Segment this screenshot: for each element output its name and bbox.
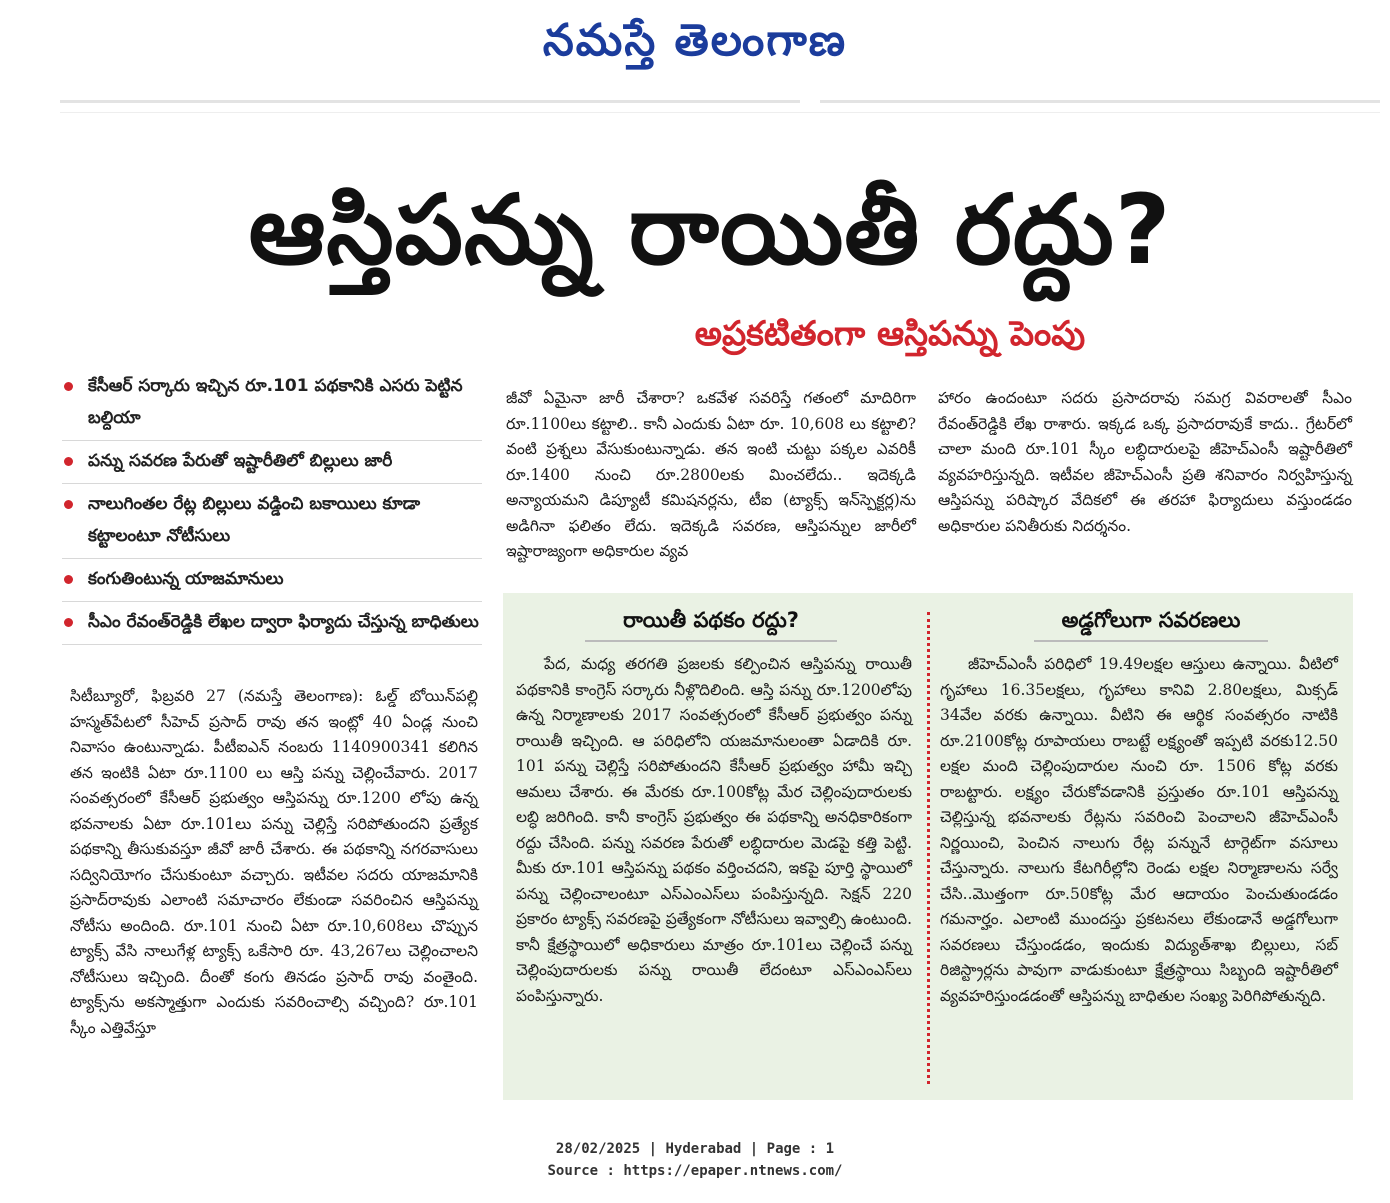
- box-heading-right: అడ్డగోలుగా సవరణలు: [1034, 600, 1268, 642]
- bullet-icon: [64, 500, 73, 509]
- page-footer-source: Source : https://epaper.ntnews.com/: [547, 1163, 843, 1179]
- box-column-right: [940, 652, 1338, 1009]
- highlight-item: [62, 559, 482, 602]
- bullet-icon: [64, 575, 73, 584]
- bullet-icon: [64, 457, 73, 466]
- highlight-text: కేసీఆర్ సర్కారు ఇచ్చిన రూ.101 పథకానికి ఎసరు పెట్టిన బల్దియా: [88, 376, 463, 428]
- page-footer-date: 28/02/2025 | Hyderabad | Page : 1: [555, 1141, 835, 1157]
- highlight-text: కంగుతింటున్న యాజమానులు: [88, 569, 284, 589]
- highlight-item: [62, 602, 482, 645]
- highlight-text: పన్ను సవరణ పేరుతో ఇష్టారీతిలో బిల్లులు జారీ: [88, 451, 393, 471]
- masthead-rule: [60, 112, 1380, 113]
- highlight-item: [62, 484, 482, 559]
- article-paragraph: హారం ఉందంటూ సదరు ప్రసాదరావు సమగ్ర వివరాలతో సీఎం రేవంత్‌రెడ్డికి లేఖ రాశారు. ఇక్కడ ఒక్క ప్రసాదరావుకే కాదు.. గ్రేటర్‌లో చాలా మంది రూ.101 స్కీం లబ్ధిదారులపై జీహెచ్ఎంసీ ఇష్టారీతిలో వ్యవహరిస్తున్నది. ఇటీవల జీహెచ్ఎంసీ ప్రతి శనివారం నిర్వహిస్తున్న ఆస్తిపన్ను పరిష్కార వేదికలో ఈ తరహా ఫిర్యాదులు వస్తుండడం అధికారుల పనితీరుకు నిదర్శనం.: [938, 389, 1352, 535]
- box-divider: [927, 612, 930, 1084]
- masthead-rule: [820, 100, 1380, 103]
- box-paragraph: జీహెచ్ఎంసీ పరిధిలో 19.49లక్షల ఆస్తులు ఉన్నాయి. వీటిలో గృహాలు 16.35లక్షలు, గృహాలు కానివి 2.80లక్షలు, మిక్సడ్ 34వేల వరకు ఉన్నాయి. వీటిని ఈ ఆర్థిక సంవత్సరం నాటికి రూ.2100కోట్ల రూపాయలు రాబట్టే లక్ష్యంతో ఇప్పటి వరకు12.50 లక్షల మంది చెల్లింపుదారుల నుంచి రూ. 1506 కోట్ల వరకు రాబట్టారు. లక్ష్యం చేరుకోవడానికి ప్రస్తుతం రూ.101 ఆస్తిపన్ను చెల్లిస్తున్న భవనాలకు రేట్లను సవరించి పెంచాలని జీహెచ్ఎంసీ నిర్ణయించి, పెంచిన నాలుగు రేట్ల పన్నునే టార్గెట్‌గా వసూలు చేస్తున్నారు. నాలుగు కేటగిరీల్లోని రెండు లక్షల నిర్మాణాలను సర్వే చేసి..మొత్తంగా రూ.50కోట్ల మేర ఆదాయం పెంచుతుండడం గమనార్హం. ఎలాంటి ముందస్తు ప్రకటనలు లేకుండానే అడ్డగోలుగా సవరణలు చేస్తుండడం, ఇందుకు విద్యుత్‌శాఖ బిల్లులు, సబ్ రిజిస్ట్రార్లను పావుగా వాడుకుంటూ క్షేత్రస్థాయి సిబ్బంది ఇష్టారీతిలో వ్యవహరిస్తుండడంతో ఆస్తిపన్ను బాధితుల సంఖ్య పెరిగిపోతున్నది.: [940, 655, 1338, 1005]
- bullet-icon: [64, 382, 73, 391]
- article-headline: ఆస్తిపన్ను రాయితీ రద్దు?: [248, 174, 1172, 286]
- article-column-left: [70, 684, 478, 1041]
- article-paragraph: జీవో ఏమైనా జారీ చేశారా? ఒకవేళ సవరిస్తే గతంలో మాదిరిగా రూ.1100లు కట్టాలి.. కానీ ఎందుకు ఏటా రూ. 10,608 లు కట్టాలి? వంటి ప్రశ్నలు వేసుకుంటున్నాడు. తన ఇంటి చుట్టు పక్కల ఎవరికీ రూ.1400 నుంచి రూ.2800లకు మించలేదు.. ఇదెక్కడి అన్యాయమని డిప్యూటీ కమిషనర్లను, టీఐ (ట్యాక్స్ ఇన్‌స్పెక్టర్ల)ను అడిగినా ఫలితం లేదు. ఇదెక్కడి సవరణ, ఆస్తిపన్నుల జారీలో ఇష్టారాజ్యంగా అధికారుల వ్యవ: [506, 389, 916, 560]
- highlight-item: [62, 441, 482, 484]
- box-heading-left: రాయితీ పథకం రద్దు?: [585, 600, 837, 642]
- article-column-middle: [506, 386, 916, 565]
- box-paragraph: పేద, మధ్య తరగతి ప్రజలకు కల్పించిన ఆస్తిపన్ను రాయితీ పథకానికి కాంగ్రెస్ సర్కారు నీళ్లొదిలింది. ఆస్తి పన్ను రూ.1200లోపు ఉన్న నిర్మాణాలకు 2017 సంవత్సరంలో కేసీఆర్ ప్రభుత్వం పన్ను రాయితీ ఇచ్చింది. ఆ పరిధిలోని యజమానులంతా ఏడాదికి రూ. 101 పన్ను చెల్లిస్తే సరిపోతుందని కేసీఆర్ ప్రభుత్వం హామీ ఇచ్చి ఆమలు చేశారు. ఈ మేరకు రూ.100కోట్ల మేర చెల్లింపుదారులకు లబ్ధి జరిగింది. కానీ కాంగ్రెస్ ప్రభుత్వం ఈ పథకాన్ని అనధికారికంగా రద్దు చేసింది. పన్ను సవరణ పేరుతో లబ్ధిదారుల మెడపై కత్తి పెట్టి. మీకు రూ.101 ఆస్తిపన్ను పథకం వర్తించదని, ఇకపై పూర్తి స్థాయిలో పన్ను చెల్లించాలంటూ ఎస్ఎంఎస్‌లు పంపిస్తున్నది. సెక్షన్ 220 ప్రకారం ట్యాక్స్ సవరణపై ప్రత్యేకంగా నోటీసులు ఇవ్వాల్సి ఉంటుంది. కానీ క్షేత్రస్థాయిలో అధికారులు మాత్రం రూ.101లు చెల్లించే పన్ను చెల్లింపుదారులకు పన్ను రాయితీ లేదంటూ ఎస్ఎంఎస్‌లు పంపిస్తున్నారు.: [516, 655, 912, 1005]
- masthead-logo: నమస్తే తెలంగాణ: [542, 15, 848, 66]
- box-column-left: [516, 652, 912, 1009]
- article-paragraph: సిటీబ్యూరో, ఫిబ్రవరి 27 (నమస్తే తెలంగాణ): ఓల్డ్ బోయిన్‌పల్లి హస్మత్‌పేటలో సీహెచ్ ప్రసాద్ రావు తన ఇంట్లో 40 ఏండ్ల నుంచి నివాసం ఉంటున్నాడు. పీటీఐఎన్ నంబరు 1140900341 కలిగిన తన ఇంటికి ఏటా రూ.1100 లు ఆస్తి పన్ను చెల్లించేవారు. 2017 సంవత్సరంలో కేసీఆర్ ప్రభుత్వం ఆస్తిపన్ను రూ.1200 లోపు ఉన్న భవనాలకు ఏటా రూ.101లు పన్ను చెల్లిస్తే సరిపోతుందని ప్రత్యేక పథకాన్ని తీసుకువస్తూ జీవో జారీ చేశారు. ఈ పథకాన్ని నగరవాసులు సద్వినియోగం చేసుకుంటూ వచ్చారు. ఇటీవల సదరు యాజమానికి ప్రసాద్‌రావుకు ఎలాంటి సమాచారం లేకుండా సవరించిన ఆస్తిపన్ను నోటీసు అందింది. రూ.101 నుంచి ఏటా రూ.10,608లు చొప్పున ట్యాక్స్ వేసి నాలుగేళ్ల ట్యాక్స్ ఒకేసారి రూ. 43,267లు చెల్లించాలని నోటీసులు ఇచ్చింది. దీంతో కంగు తినడం ప్రసాద్ రావు వంతైంది. ట్యాక్స్‌ను అకస్మాత్తుగా ఎందుకు సవరించాల్సి వచ్చింది? రూ.101 స్కీం ఎత్తివేస్తూ: [70, 687, 478, 1037]
- highlight-item: [62, 366, 482, 441]
- highlight-text: సీఎం రేవంత్‌రెడ్డికి లేఖల ద్వారా ఫిర్యాదు చేస్తున్న బాధితులు: [88, 612, 479, 632]
- highlights-list: [62, 366, 482, 645]
- bullet-icon: [64, 618, 73, 627]
- article-column-right: [938, 386, 1352, 539]
- article-subheadline: అప్రకటితంగా ఆస్తిపన్ను పెంపు: [694, 314, 1086, 354]
- highlight-text: నాలుగింతల రేట్ల బిల్లులు వడ్డించి బకాయిలు కూడా కట్టాలంటూ నోటీసులు: [88, 494, 421, 546]
- masthead-rule: [60, 100, 800, 103]
